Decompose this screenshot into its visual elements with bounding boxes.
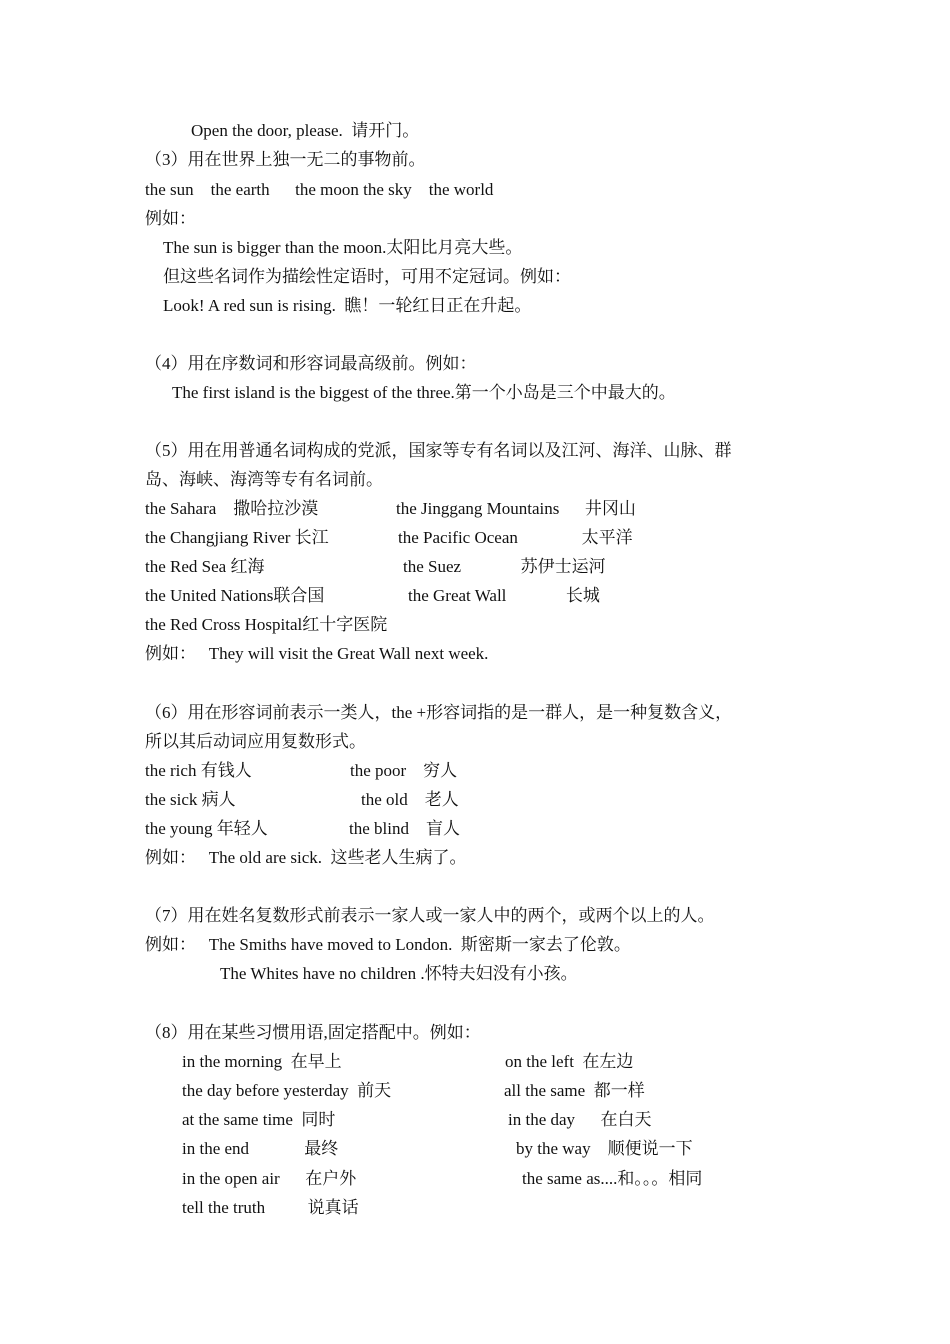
example-line: 例如： They will visit the Great Wall next week. bbox=[145, 644, 489, 663]
idiom-left: tell the truth 说真话 bbox=[182, 1198, 359, 1217]
idiom-right: the same as....和。。。相同 bbox=[522, 1169, 703, 1188]
example-line: 例如： The old are sick. 这些老人生病了。 bbox=[145, 848, 467, 867]
section-heading-6-cont: 所以其后动词应用复数形式。 bbox=[145, 732, 366, 751]
adjective-left: the sick 病人 bbox=[145, 790, 236, 809]
proper-noun-left: the Red Sea 红海 bbox=[145, 557, 265, 576]
adjective-left: the young 年轻人 bbox=[145, 819, 268, 838]
adjective-right: the blind 盲人 bbox=[349, 819, 460, 838]
adjective-right: the old 老人 bbox=[361, 790, 459, 809]
section-heading-8: （8）用在某些习惯用语,固定搭配中。例如： bbox=[145, 1023, 481, 1042]
example-line: The first island is the biggest of the three.第一个小岛是三个中最大的。 bbox=[172, 383, 676, 402]
unique-nouns-line: the sun the earth the moon the sky the world bbox=[145, 180, 494, 199]
proper-noun-right: the Suez 苏伊士运河 bbox=[403, 557, 606, 576]
section-heading-5-cont: 岛、海峡、海湾等专有名词前。 bbox=[145, 470, 383, 489]
proper-noun-left: the Changjiang River 长江 bbox=[145, 528, 329, 547]
proper-noun-left: the Red Cross Hospital红十字医院 bbox=[145, 615, 388, 634]
note-line: 但这些名词作为描绘性定语时，可用不定冠词。例如： bbox=[163, 267, 571, 286]
idiom-left: in the open air 在户外 bbox=[182, 1169, 357, 1188]
example-label: 例如： bbox=[145, 209, 196, 228]
idiom-left: at the same time 同时 bbox=[182, 1110, 336, 1129]
idiom-left: the day before yesterday 前天 bbox=[182, 1081, 392, 1100]
idiom-left: in the morning 在早上 bbox=[182, 1052, 342, 1071]
proper-noun-left: the Sahara 撒哈拉沙漠 bbox=[145, 499, 319, 518]
example-line: The Whites have no children .怀特夫妇没有小孩。 bbox=[220, 964, 578, 983]
proper-noun-right: the Jinggang Mountains 井冈山 bbox=[396, 499, 636, 518]
adjective-right: the poor 穷人 bbox=[350, 761, 458, 780]
proper-noun-right: the Pacific Ocean 太平洋 bbox=[398, 528, 633, 547]
section-heading-7: （7）用在姓名复数形式前表示一家人或一家人中的两个，或两个以上的人。 bbox=[145, 906, 715, 925]
section-heading-4: （4）用在序数词和形容词最高级前。例如： bbox=[145, 354, 477, 373]
example-line: 例如： The Smiths have moved to London. 斯密斯一家去了伦敦。 bbox=[145, 935, 631, 954]
proper-noun-left: the United Nations联合国 bbox=[145, 586, 325, 605]
adjective-left: the rich 有钱人 bbox=[145, 761, 252, 780]
section-heading-6: （6）用在形容词前表示一类人，the +形容词指的是一群人，是一种复数含义， bbox=[145, 703, 733, 722]
proper-noun-right: the Great Wall 长城 bbox=[408, 586, 600, 605]
example-line: Open the door, please. 请开门。 bbox=[191, 121, 420, 140]
example-line: Look! A red sun is rising. 瞧！一轮红日正在升起。 bbox=[163, 296, 532, 315]
idiom-right: all the same 都一样 bbox=[504, 1081, 645, 1100]
idiom-right: on the left 在左边 bbox=[505, 1052, 634, 1071]
idiom-right: by the way 顺便说一下 bbox=[516, 1139, 693, 1158]
idiom-left: in the end 最终 bbox=[182, 1139, 339, 1158]
section-heading-3: （3）用在世界上独一无二的事物前。 bbox=[145, 150, 426, 169]
section-heading-5: （5）用在用普通名词构成的党派，国家等专有名词以及江河、海洋、山脉、群 bbox=[145, 441, 732, 460]
idiom-right: in the day 在白天 bbox=[508, 1110, 652, 1129]
example-line: The sun is bigger than the moon.太阳比月亮大些。 bbox=[163, 238, 523, 257]
